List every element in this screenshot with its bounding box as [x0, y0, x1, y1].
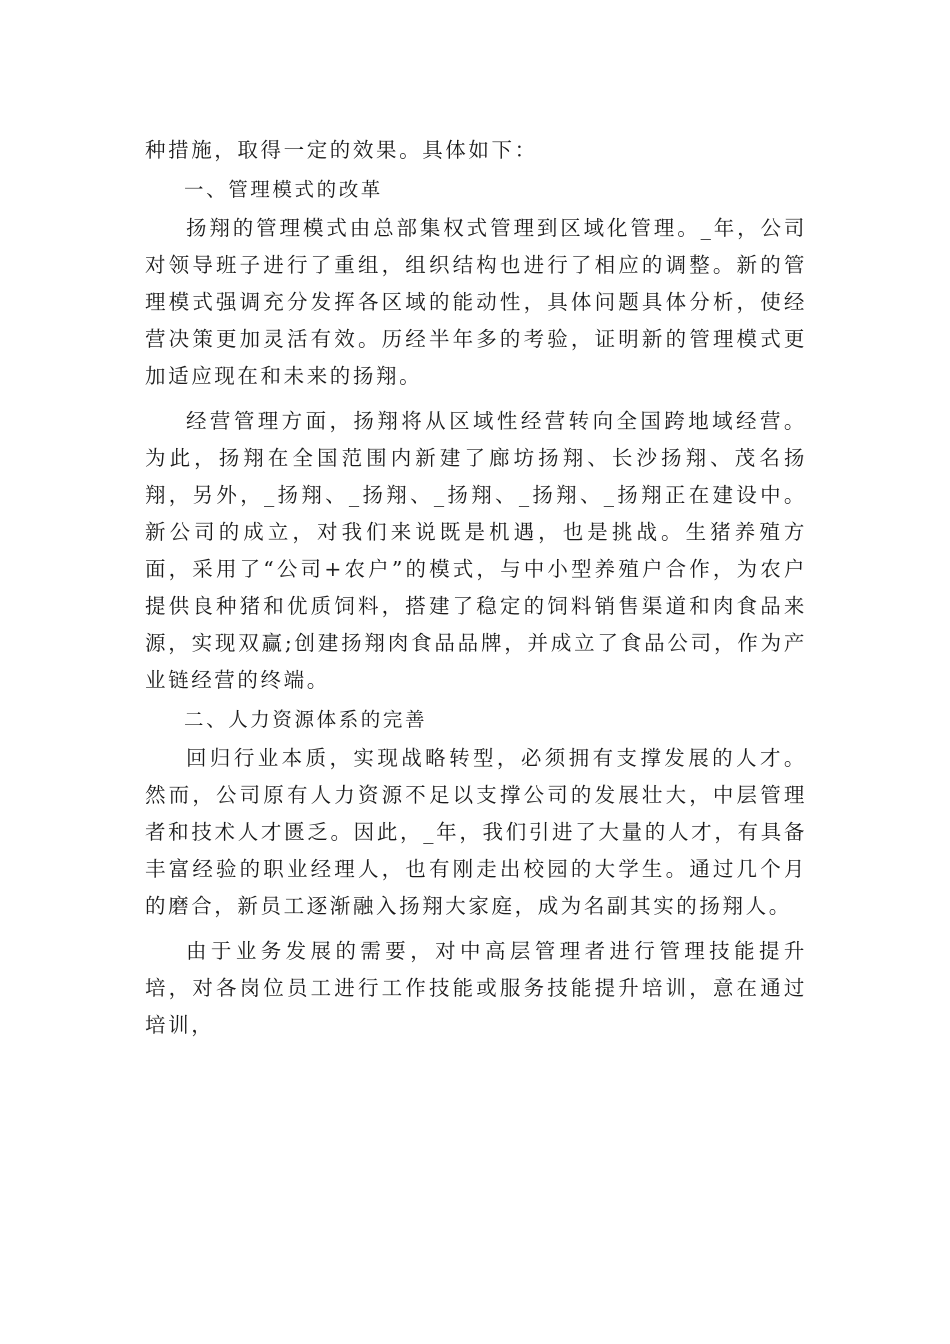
- document-body: [145, 132, 807, 1044]
- section-heading-1: 一、管理模式的改革: [184, 178, 383, 201]
- paragraph-management-model: 扬翔的管理模式由总部集权式管理到区域化管理。_年，公司对领导班子进行了重组，组织结构也进行了相应的调整。新的管理模式强调充分发挥各区域的能动性，具体问题具体分析，使经营决策更加灵活有效。历经半年多的考验，证明新的管理模式更加适应现在和未来的扬翔。: [145, 216, 807, 388]
- paragraph-training: 由于业务发展的需要，对中高层管理者进行管理技能提升培，对各岗位员工进行工作技能或服务技能提升培训，意在通过培训，: [145, 939, 807, 1037]
- paragraph-human-resources: 回归行业本质，实现战略转型，必须拥有支撑发展的人才。然而，公司原有人力资源不足以支撑公司的发展壮大，中层管理者和技术人才匮乏。因此，_年，我们引进了大量的人才，有具备丰富经验的职业经理人，也有刚走出校园的大学生。通过几个月的磨合，新员工逐渐融入扬翔大家庭，成为名副其实的扬翔人。: [145, 746, 807, 918]
- section-heading-2: 二、人力资源体系的完善: [184, 708, 428, 731]
- paragraph-continuation: 种措施，取得一定的效果。具体如下：: [145, 138, 538, 162]
- paragraph-operations-management: 经营管理方面，扬翔将从区域性经营转向全国跨地域经营。为此，扬翔在全国范围内新建了廊坊扬翔、长沙扬翔、茂名扬翔，另外，_扬翔、_扬翔、_扬翔、_扬翔、_扬翔正在建设中。新公司的成立，对我们来说既是机遇，也是挑战。生猪养殖方面，采用了“公司+农户”的模式，与中小型养殖户合作，为农户提供良种猪和优质饲料，搭建了稳定的饲料销售渠道和肉食品来源，实现双赢;创建扬翔肉食品品牌，并成立了食品公司，作为产业链经营的终端。: [145, 409, 807, 692]
